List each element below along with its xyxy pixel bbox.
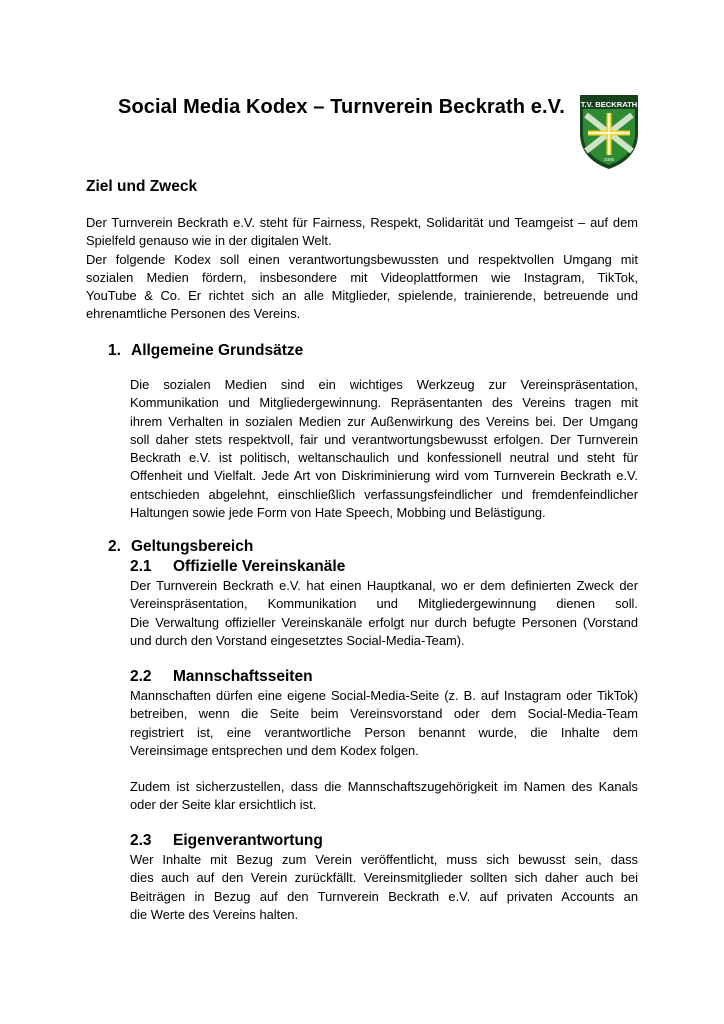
text-line: Der folgende Kodex soll einen verantwortungsbewussten und respektvollen Umgang mit: [86, 251, 638, 267]
text-line: Beiträgen in Bezug auf den Turnverein Beckrath e.V. auf privaten Accounts an: [130, 888, 638, 904]
subsection-title: Mannschaftsseiten: [173, 668, 313, 685]
intro-paragraph: [86, 214, 638, 324]
subsection-2-2-paragraph-2: [130, 778, 638, 815]
text-line: Kommunikation und Mitgliedergewinnung. Repräsentanten des Vereins tragen mit: [130, 395, 638, 411]
section-1-heading: [108, 342, 303, 360]
text-line: registriert ist, eine verantwortliche Person benannt wurde, die Inhalte dem: [130, 724, 638, 740]
intro-heading: Ziel und Zweck: [86, 178, 198, 195]
text-line: Die Verwaltung offizieller Vereinskanäle erfolgt nur durch befugte Personen (Vorstand: [130, 614, 638, 630]
text-line: Der Turnverein Beckrath e.V. hat einen Hauptkanal, wo er dem definierten Zweck der: [130, 578, 638, 593]
subsection-title: Offizielle Vereinskanäle: [173, 558, 346, 575]
logo-text: T.V. BECKRATH: [580, 99, 638, 109]
subsection-2-1-paragraph: [130, 577, 638, 650]
logo-year: 2005: [603, 157, 615, 162]
section-1-paragraph: [130, 376, 638, 522]
text-line: Spielfeld genauso wie in der digitalen Welt.: [86, 233, 332, 249]
document-title: Social Media Kodex – Turnverein Beckrath e.V.: [118, 96, 565, 118]
text-line: Haltungen sowie jede Form von Hate Speech, Mobbing und Belästigung.: [130, 505, 546, 521]
section-number: 1.: [108, 342, 121, 359]
text-line: Beckrath e.V. ist politisch, weltanschaulich und konfessionell neutral und steht für: [130, 450, 638, 466]
section-2-heading: [108, 538, 253, 556]
text-line: Wer Inhalte mit Bezug zum Verein veröffentlicht, muss sich bewusst sein, dass: [130, 852, 638, 867]
text-line: YouTube & Co. Er richtet sich an alle Mitglieder, spielende, trainierende, betreuende und: [86, 288, 638, 304]
text-line: Mannschaften dürfen eine eigene Social-Media-Seite (z. B. auf Instagram oder TikTok): [130, 688, 638, 703]
subsection-number: 2.3: [130, 832, 152, 849]
text-line: betreiben, wenn die Seite beim Vereinsvorstand oder dem Social-Media-Team: [130, 706, 638, 722]
subsection-2-3-heading: [130, 832, 323, 850]
section-title: Geltungsbereich: [131, 538, 254, 555]
subsection-2-2-heading: [130, 668, 313, 686]
subsection-number: 2.2: [130, 668, 152, 685]
text-line: ihrem Verhalten in sozialen Medien zur Außenwirkung des Vereins bei. Der Umgang: [130, 413, 638, 429]
text-line: sozialen Medien fördern, insbesondere mit Videoplattformen wie Instagram, TikTok,: [86, 269, 638, 285]
text-line: ehrenamtliche Personen des Vereins.: [86, 306, 301, 322]
text-line: die Werte des Vereins halten.: [130, 906, 299, 922]
section-title: Allgemeine Grundsätze: [131, 342, 304, 359]
text-line: entschieden abgelehnt, einschließlich verfassungsfeindlicher und fremdenfeindlicher: [130, 486, 638, 502]
text-line: Die sozialen Medien sind ein wichtiges Werkzeug zur Vereinspräsentation,: [130, 377, 638, 392]
text-line: Offenheit und Vielfalt. Jede Art von Diskriminierung wird vom Turnverein Beckrath e.V.: [130, 468, 638, 484]
text-line: Vereinspräsentation, Kommunikation und Mitgliedergewinnung dienen soll.: [130, 596, 638, 612]
subsection-2-2-paragraph: [130, 687, 638, 760]
text-line: Vereinsimage entsprechen und dem Kodex folgen.: [130, 742, 419, 758]
text-line: Zudem ist sicherzustellen, dass die Mannschaftszugehörigkeit im Namen des Kanals: [130, 779, 638, 794]
subsection-2-1-heading: [130, 558, 345, 576]
subsection-2-3-paragraph: [130, 851, 638, 924]
text-line: Der Turnverein Beckrath e.V. steht für Fairness, Respekt, Solidarität und Teamgeist – auf dem: [86, 215, 638, 230]
subsection-title: Eigenverantwortung: [173, 832, 323, 849]
club-logo-icon: [578, 93, 640, 171]
text-line: soll daher stets respektvoll, fair und verantwortungsbewusst erfolgen. Der Turnverein: [130, 431, 638, 447]
section-number: 2.: [108, 538, 121, 555]
text-line: oder der Seite klar ersichtlich ist.: [130, 797, 317, 813]
text-line: und durch den Vorstand eingesetztes Social-Media-Team).: [130, 632, 465, 648]
subsection-number: 2.1: [130, 558, 152, 575]
text-line: dies auch auf den Verein zurückfällt. Vereinsmitglieder sollten sich daher auch bei: [130, 870, 638, 886]
